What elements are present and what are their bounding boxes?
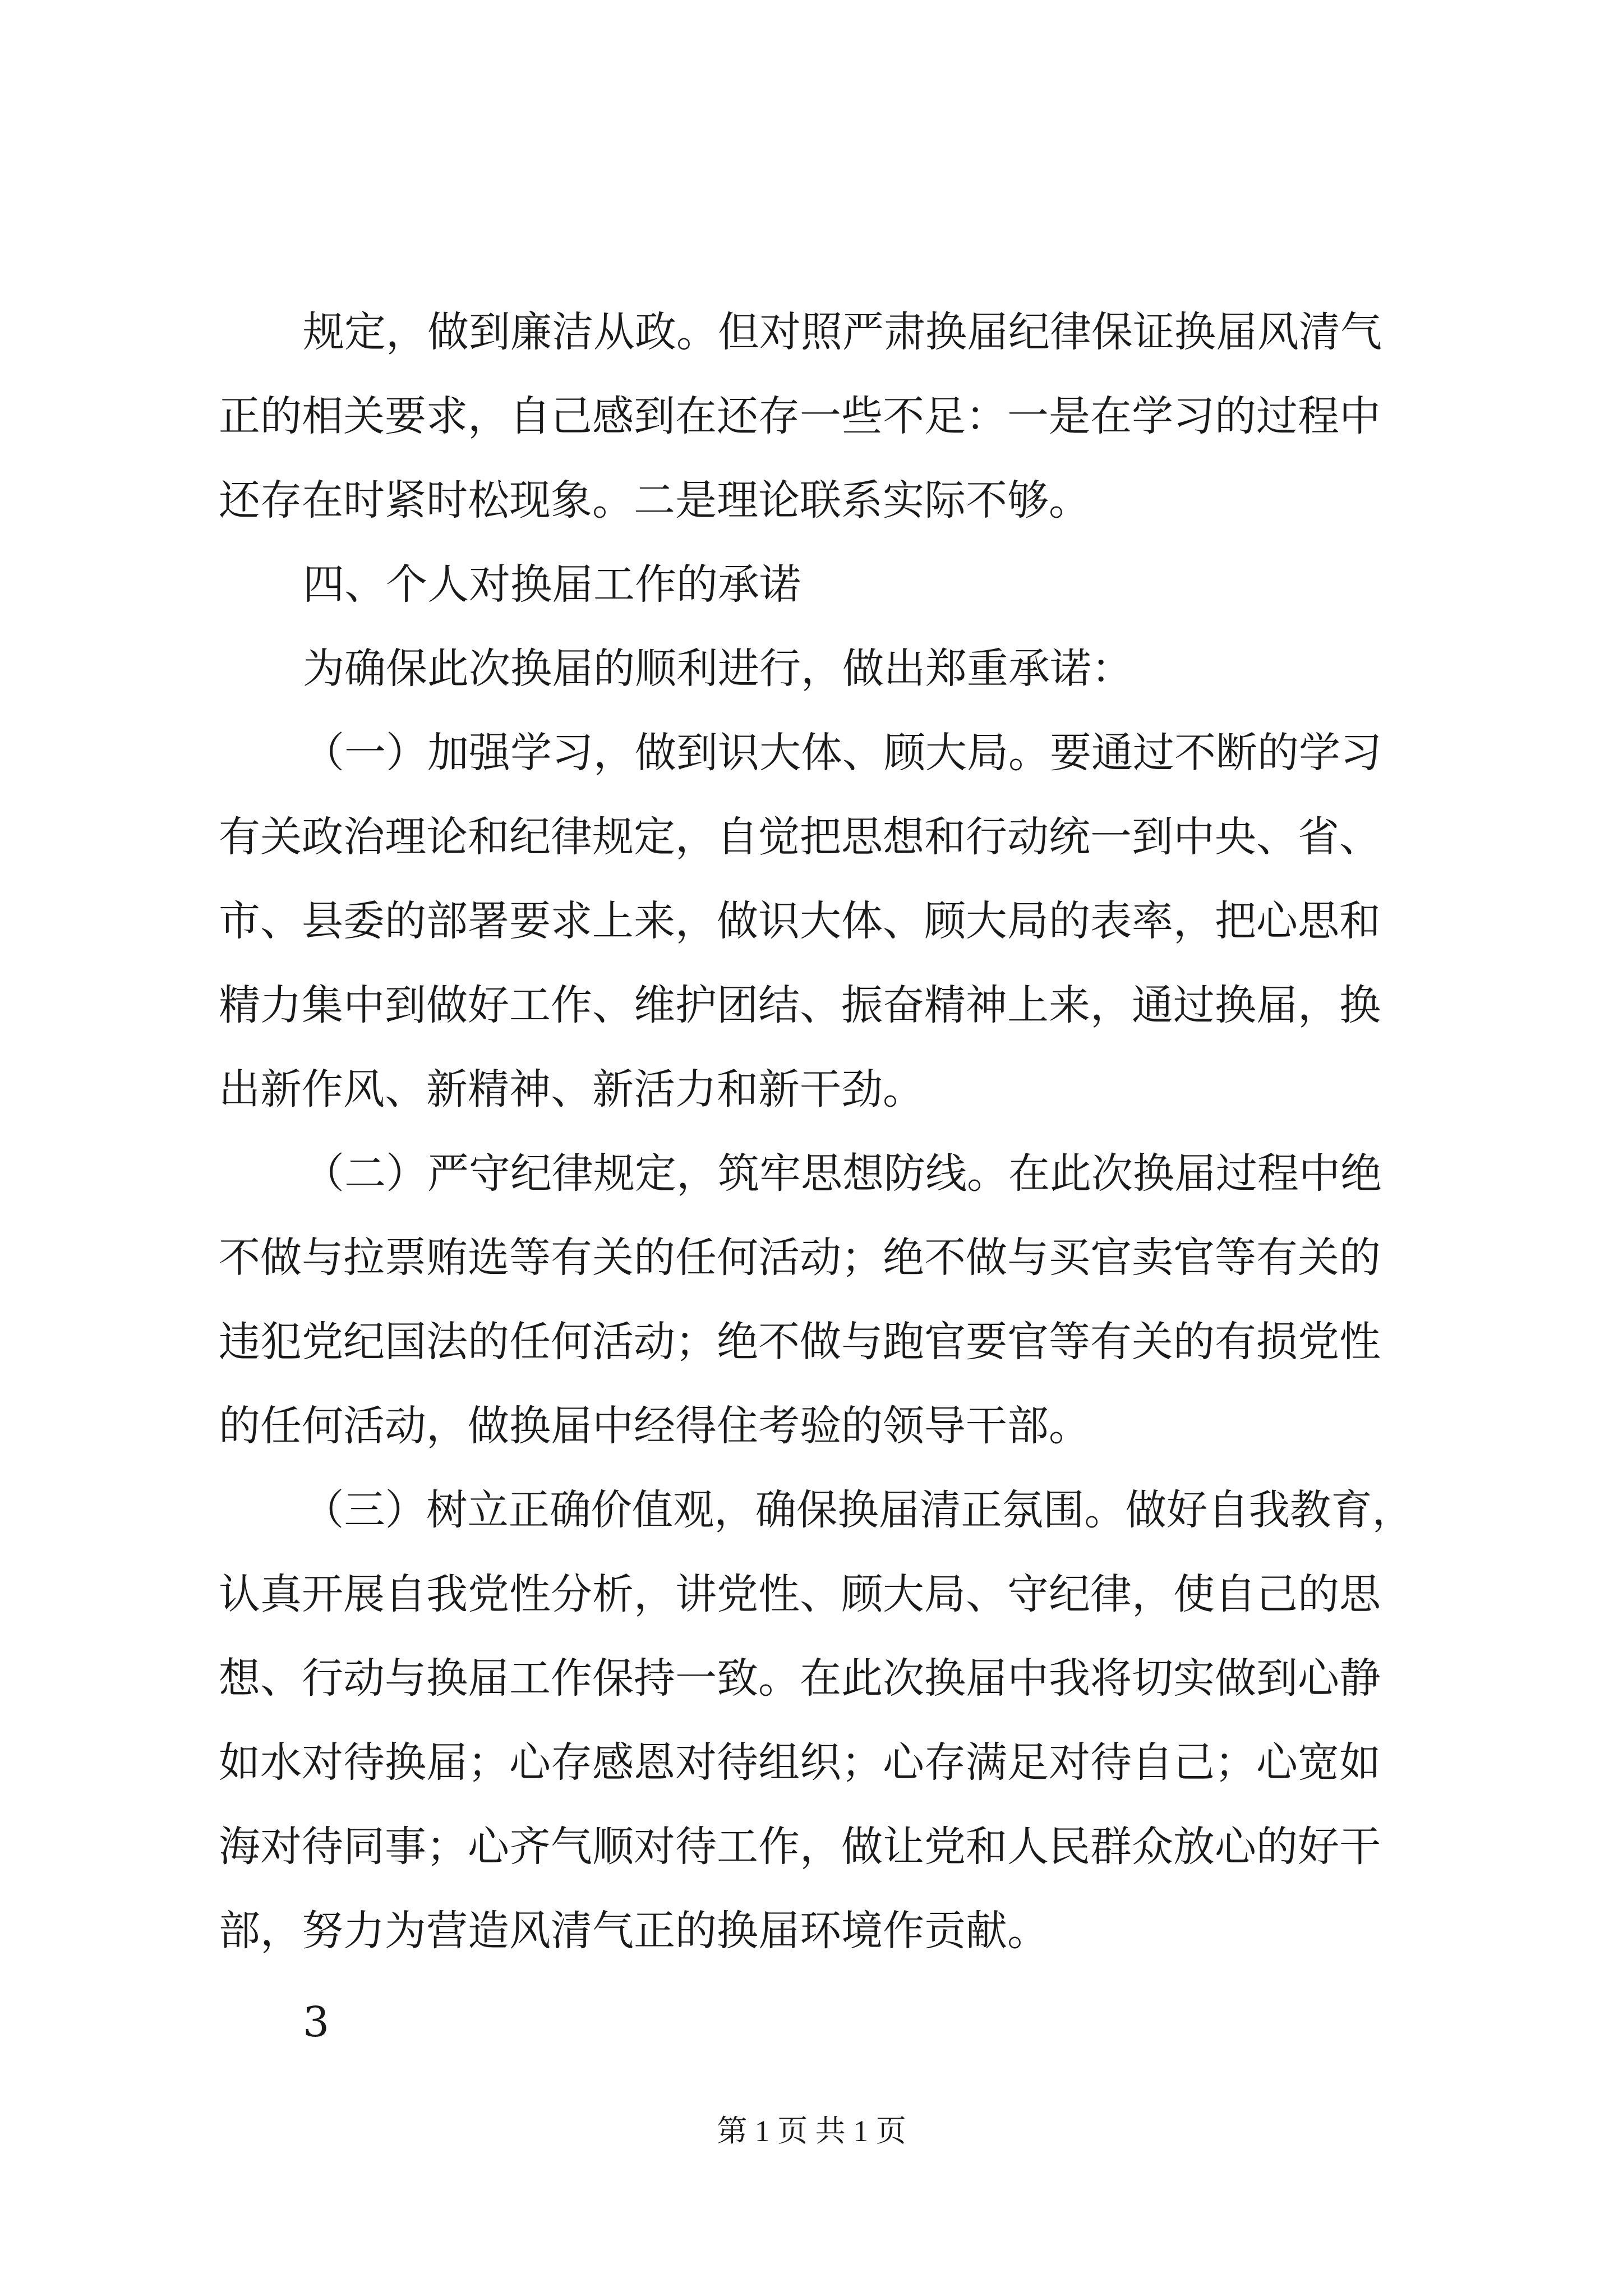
body-line: （一）加强学习，做到识大体、顾大局。要通过不断的学习 [303,729,1382,777]
body-line: 市、县委的部署要求上来，做识大体、顾大局的表率，把心思和 [219,897,1381,945]
body-line: 的任何活动，做换届中经得住考验的领导干部。 [219,1402,1090,1450]
body-line: 想、行动与换届工作保持一致。在此次换届中我将切实做到心静 [219,1654,1381,1703]
body-line: 认真开展自我党性分析，讲党性、顾大局、守纪律，使自己的思 [219,1570,1381,1618]
body-line: 有关政治理论和纪律规定，自觉把思想和行动统一到中央、省、 [219,813,1381,861]
body-line: 还存在时紧时松现象。二是理论联系实际不够。 [219,476,1090,524]
section-heading: 四、个人对换届工作的承诺 [303,560,801,609]
body-line: 为确保此次换届的顺利进行，做出郑重承诺： [303,645,1133,693]
body-line: 如水对待换届；心存感恩对待组织；心存满足对待自己；心宽如 [219,1738,1381,1787]
body-line: （三）树立正确价值观，确保换届清正氛围。做好自我教育， [303,1486,1414,1534]
page-number: 3 [303,1998,330,2046]
body-line: 出新作风、新精神、新活力和新干劲。 [219,1065,924,1114]
page-footer: 第 1 页 共 1 页 [717,2114,906,2148]
body-line: 规定，做到廉洁从政。但对照严肃换届纪律保证换届风清气 [303,308,1382,356]
body-line: （二）严守纪律规定，筑牢思想防线。在此次换届过程中绝 [303,1149,1382,1198]
body-line: 违犯党纪国法的任何活动；绝不做与跑官要官等有关的有损党性 [219,1318,1381,1366]
body-line: 部，努力为营造风清气正的换届环境作贡献。 [219,1907,1049,1955]
body-line: 海对待同事；心齐气顺对待工作，做让党和人民群众放心的好干 [219,1823,1381,1871]
body-line: 正的相关要求，自己感到在还存一些不足：一是在学习的过程中 [219,392,1381,440]
body-line: 精力集中到做好工作、维护团结、振奋精神上来，通过换届，换 [219,981,1381,1029]
body-line: 不做与拉票贿选等有关的任何活动；绝不做与买官卖官等有关的 [219,1234,1381,1282]
